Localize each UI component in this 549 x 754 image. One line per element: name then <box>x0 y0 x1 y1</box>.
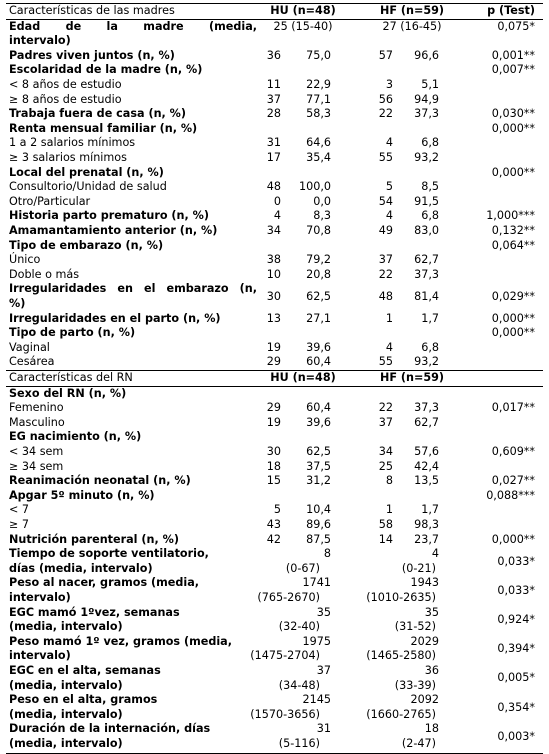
hu-percent: 60,4 <box>306 355 331 369</box>
hf-mean: 2092 <box>410 693 439 707</box>
hf-percent: 6,8 <box>421 340 439 354</box>
row-label: EG nacimiento (n, %) <box>9 430 142 444</box>
hf-count: 34 <box>378 445 393 458</box>
hu-percent: 79,2 <box>306 253 331 267</box>
hf-percent: 37,3 <box>414 267 439 281</box>
hu-count: 36 <box>266 48 281 62</box>
hf-count: 37 <box>378 253 393 267</box>
row-label: ≥ 7 <box>9 518 30 531</box>
p-value: 0,088*** <box>486 488 535 502</box>
hf-range: (2-47) <box>401 737 436 750</box>
row-label: (media, intervalo) <box>9 707 123 721</box>
row-label: ≥ 8 años de estudio <box>9 92 122 106</box>
column-header-hf: HF (n=59) <box>379 4 445 17</box>
hf-value: 27 (16-45) <box>382 19 442 33</box>
row-label: Femenino <box>9 401 64 415</box>
hf-percent: 94,9 <box>414 92 439 106</box>
row-label: (media, intervalo) <box>9 620 123 634</box>
hf-count: 49 <box>378 224 393 237</box>
hf-percent: 23,7 <box>414 532 439 546</box>
p-value: 0,354* <box>497 700 535 714</box>
hf-percent: 8,5 <box>421 180 439 194</box>
hu-range: (1570-3656) <box>250 707 320 721</box>
hf-percent: 62,7 <box>414 415 439 429</box>
row-label: intervalo) <box>9 591 71 604</box>
hu-count: 28 <box>266 107 281 121</box>
hu-count: 15 <box>266 474 281 488</box>
row-label: Amamantamiento anterior (n, %) <box>9 224 218 237</box>
hf-count: 4 <box>385 340 393 354</box>
hu-percent: 70,8 <box>306 224 331 237</box>
hf-mean: 4 <box>431 547 439 561</box>
hu-percent: 8,3 <box>313 209 331 223</box>
hf-percent: 83,0 <box>414 224 439 237</box>
hf-mean: 1943 <box>410 576 439 590</box>
hu-count: 19 <box>266 340 281 354</box>
hu-range: (1475-2704) <box>250 649 320 663</box>
hu-count: 13 <box>266 311 281 325</box>
hu-count: 30 <box>266 445 281 458</box>
hf-count: 5 <box>385 180 393 194</box>
row-label: Otro/Particular <box>9 194 91 208</box>
hu-percent: 62,5 <box>306 289 331 303</box>
row-label: EGC mamó 1ºvez, semanas <box>9 605 180 619</box>
row-label: intervalo) <box>9 34 71 48</box>
row-label: Edad de la madre (media, <box>9 19 257 33</box>
hf-percent: 93,2 <box>414 151 439 164</box>
hu-percent: 37,5 <box>306 459 331 473</box>
row-label: Peso en el alta, gramos <box>9 693 158 707</box>
hu-count: 48 <box>266 180 281 194</box>
hf-range: (1010-2635) <box>366 591 436 604</box>
hu-mean: 8 <box>323 547 331 561</box>
p-value: 0,000** <box>491 165 535 179</box>
hf-range: (1465-2580) <box>366 649 436 663</box>
row-label: Vaginal <box>9 340 50 354</box>
row-label: Duración de la internación, días <box>9 722 211 736</box>
hf-count: 48 <box>378 289 393 303</box>
hf-count: 1 <box>385 311 393 325</box>
hf-range: (31-52) <box>394 620 436 634</box>
row-label: 1 a 2 salarios mínimos <box>9 136 136 150</box>
hu-percent: 27,1 <box>306 311 331 325</box>
row-label: Tiempo de soporte ventilatorio, <box>9 547 209 561</box>
hf-percent: 81,4 <box>414 289 439 303</box>
row-label: < 7 <box>9 503 30 517</box>
hf-percent: 98,3 <box>414 518 439 531</box>
hf-count: 56 <box>378 92 393 106</box>
hf-percent: 5,1 <box>421 78 439 91</box>
hu-range: (0-67) <box>285 561 320 575</box>
hf-count: 4 <box>385 209 393 223</box>
row-label: Masculino <box>9 415 65 429</box>
column-header-hf: HF (n=59) <box>379 371 445 384</box>
hf-count: 22 <box>378 107 393 121</box>
hf-count: 55 <box>378 151 393 164</box>
hu-range: (32-40) <box>278 620 320 634</box>
column-header-p: p (Test) <box>487 4 535 17</box>
row-label: Reanimación neonatal (n, %) <box>9 474 191 488</box>
hu-count: 11 <box>266 78 281 91</box>
row-label: Apgar 5º minuto (n, %) <box>9 488 155 502</box>
p-value: 0,000** <box>491 121 535 135</box>
hu-mean: 2145 <box>302 693 331 707</box>
row-label: %) <box>9 297 26 310</box>
hu-count: 37 <box>266 92 281 106</box>
row-label: ≥ 3 salarios mínimos <box>9 151 127 164</box>
hf-percent: 1,7 <box>421 311 439 325</box>
hu-percent: 0,0 <box>313 194 331 208</box>
hu-mean: 1975 <box>302 634 331 648</box>
section-header-label: Características de las madres <box>9 4 175 17</box>
hu-count: 31 <box>266 136 281 150</box>
hf-count: 58 <box>378 518 393 531</box>
p-value: 1,000*** <box>486 209 535 223</box>
p-value: 0,609** <box>491 445 535 458</box>
hu-count: 5 <box>273 503 281 517</box>
p-value: 0,001** <box>491 48 535 62</box>
hf-count: 22 <box>378 401 393 415</box>
p-value: 0,394* <box>497 642 535 656</box>
hu-count: 18 <box>266 459 281 473</box>
column-header-hu: HU (n=48) <box>270 371 336 384</box>
hf-range: (33-39) <box>394 678 436 692</box>
p-value: 0,064** <box>491 238 535 252</box>
hu-percent: 77,1 <box>306 92 331 106</box>
hf-range: (1660-2765) <box>366 707 436 721</box>
hu-mean: 35 <box>316 605 331 619</box>
p-value: 0,000** <box>491 532 535 546</box>
hu-count: 29 <box>266 355 281 369</box>
row-label: Único <box>9 253 41 267</box>
hf-percent: 93,2 <box>414 355 439 369</box>
hf-range: (0-21) <box>401 561 436 575</box>
p-value: 0,017** <box>491 401 535 415</box>
row-label: intervalo) <box>9 649 71 663</box>
column-header-hu: HU (n=48) <box>270 4 336 17</box>
p-value: 0,029** <box>491 289 535 303</box>
hf-count: 54 <box>378 194 393 208</box>
hu-range: (765-2670) <box>257 591 320 604</box>
hu-mean: 31 <box>316 722 331 736</box>
p-value: 0,027** <box>491 474 535 488</box>
row-label: Peso mamó 1º vez, gramos (media, <box>9 634 232 648</box>
hu-count: 42 <box>266 532 281 546</box>
p-value: 0,007** <box>491 63 535 77</box>
hu-percent: 58,3 <box>306 107 331 121</box>
hf-percent: 6,8 <box>421 136 439 150</box>
p-value: 0,030** <box>491 107 535 121</box>
hu-mean: 37 <box>316 664 331 677</box>
hf-percent: 1,7 <box>421 503 439 517</box>
hu-value: 25 (15-40) <box>273 19 333 33</box>
hu-count: 10 <box>266 267 281 281</box>
row-label: Tipo de embarazo (n, %) <box>9 238 164 252</box>
hu-count: 30 <box>266 289 281 303</box>
hu-percent: 35,4 <box>306 151 331 164</box>
hu-percent: 20,8 <box>306 267 331 281</box>
hf-count: 3 <box>385 78 393 91</box>
row-label: Trabaja fuera de casa (n, %) <box>9 107 187 121</box>
row-label: Doble o más <box>9 267 80 281</box>
row-label: (media, intervalo) <box>9 737 123 750</box>
row-label: EGC en el alta, semanas <box>9 664 161 677</box>
row-label: Historia parto prematuro (n, %) <box>9 209 209 223</box>
row-label: Peso al nacer, gramos (media, <box>9 576 200 590</box>
hu-count: 0 <box>273 194 281 208</box>
hu-percent: 100,0 <box>298 180 331 194</box>
row-label: Escolaridad de la madre (n, %) <box>9 63 203 77</box>
p-value: 0,033* <box>497 583 535 597</box>
row-label: Tipo de parto (n, %) <box>9 326 136 340</box>
p-value: 0,132** <box>491 224 535 237</box>
hu-percent: 60,4 <box>306 401 331 415</box>
hf-mean: 36 <box>424 664 439 677</box>
hf-percent: 6,8 <box>421 209 439 223</box>
hu-percent: 10,4 <box>306 503 331 517</box>
section-header-label: Características del RN <box>9 371 133 384</box>
hu-percent: 62,5 <box>306 445 331 458</box>
hf-mean: 2029 <box>410 634 439 648</box>
hu-mean: 1741 <box>302 576 331 590</box>
hf-percent: 42,4 <box>414 459 439 473</box>
hf-mean: 18 <box>424 722 439 736</box>
hf-percent: 91,5 <box>414 194 439 208</box>
hu-count: 19 <box>266 415 281 429</box>
row-label: Consultorio/Unidad de salud <box>9 180 167 194</box>
hu-percent: 89,6 <box>306 518 331 531</box>
hf-percent: 13,5 <box>414 474 439 488</box>
hu-percent: 22,9 <box>306 78 331 91</box>
hf-mean: 35 <box>424 605 439 619</box>
p-value: 0,003* <box>497 729 535 743</box>
row-label: < 34 sem <box>9 445 64 458</box>
row-label: Sexo del RN (n, %) <box>9 386 127 400</box>
hf-count: 55 <box>378 355 393 369</box>
p-value: 0,075* <box>497 19 535 33</box>
hf-count: 4 <box>385 136 393 150</box>
p-value: 0,000** <box>491 311 535 325</box>
p-value: 0,924* <box>497 612 535 626</box>
hf-count: 37 <box>378 415 393 429</box>
row-label: Cesárea <box>9 355 55 369</box>
hu-percent: 64,6 <box>306 136 331 150</box>
hu-percent: 31,2 <box>306 474 331 488</box>
row-label: Padres viven juntos (n, %) <box>9 48 175 62</box>
row-label: ≥ 34 sem <box>9 459 64 473</box>
table-bottom-rule <box>6 753 543 754</box>
hf-count: 22 <box>378 267 393 281</box>
hf-count: 25 <box>378 459 393 473</box>
hf-count: 57 <box>378 48 393 62</box>
row-label: Renta mensual familiar (n, %) <box>9 121 198 135</box>
row-label: Irregularidades en el parto (n, %) <box>9 311 221 325</box>
hf-percent: 37,3 <box>414 107 439 121</box>
hu-count: 34 <box>266 224 281 237</box>
row-label: días (media, intervalo) <box>9 561 153 575</box>
row-label: Local del prenatal (n, %) <box>9 165 164 179</box>
hf-count: 14 <box>378 532 393 546</box>
p-value: 0,005* <box>497 671 535 685</box>
row-label: < 8 años de estudio <box>9 78 122 91</box>
hu-count: 17 <box>266 151 281 164</box>
hu-percent: 75,0 <box>306 48 331 62</box>
hu-percent: 39,6 <box>306 415 331 429</box>
hu-count: 38 <box>266 253 281 267</box>
hu-range: (34-48) <box>278 678 320 692</box>
p-value: 0,000** <box>491 326 535 340</box>
hf-percent: 96,6 <box>414 48 439 62</box>
hu-count: 29 <box>266 401 281 415</box>
p-value: 0,033* <box>497 554 535 568</box>
hu-percent: 39,6 <box>306 340 331 354</box>
row-label: Nutrición parenteral (n, %) <box>9 532 179 546</box>
hu-range: (5-116) <box>278 737 320 750</box>
hu-count: 43 <box>266 518 281 531</box>
hf-percent: 37,3 <box>414 401 439 415</box>
hu-percent: 87,5 <box>306 532 331 546</box>
hf-count: 1 <box>385 503 393 517</box>
hf-count: 8 <box>385 474 393 488</box>
row-label: (media, intervalo) <box>9 678 123 692</box>
row-label: Irregularidades en el embarazo (n, <box>9 282 257 296</box>
hu-count: 4 <box>273 209 281 223</box>
hf-percent: 62,7 <box>414 253 439 267</box>
hf-percent: 57,6 <box>414 445 439 458</box>
